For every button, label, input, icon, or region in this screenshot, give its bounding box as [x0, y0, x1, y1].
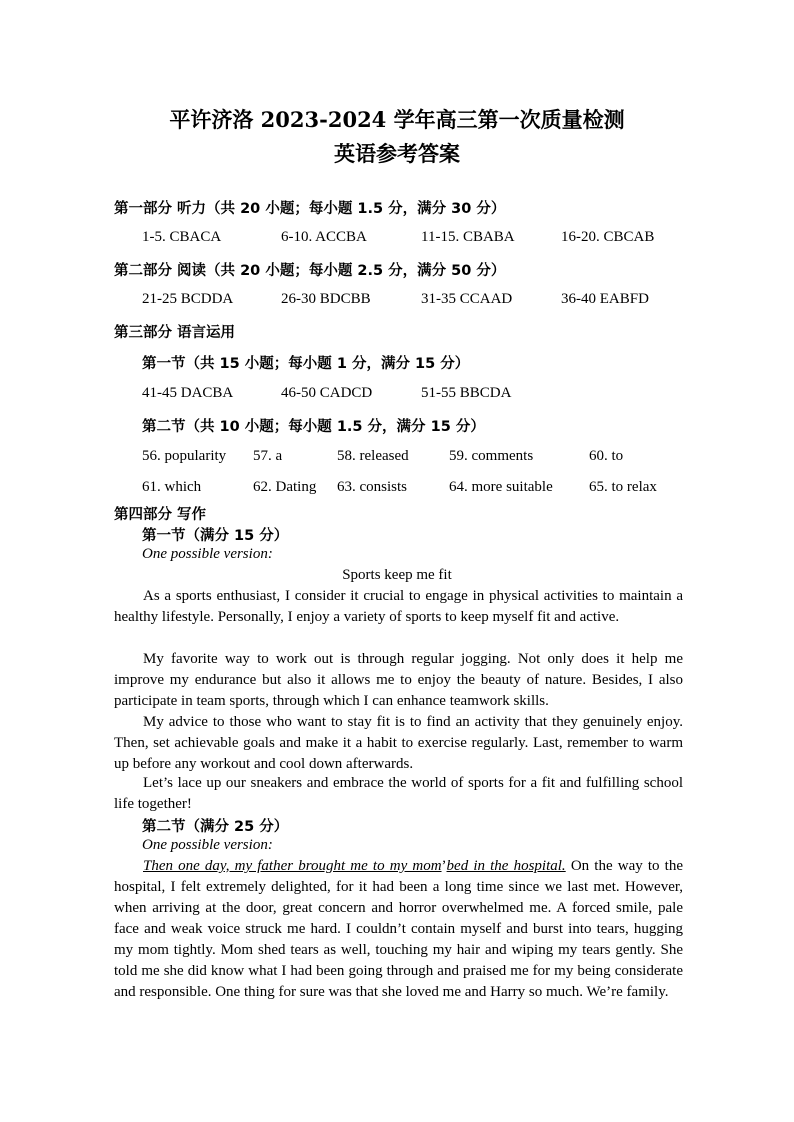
part4-section2-heading: 第二节（满分 25 分）	[142, 819, 289, 835]
answer-group: 16-20. CBCAB	[561, 229, 655, 245]
answer-group: 21-25 BCDDA	[142, 291, 234, 307]
page-subtitle: 英语参考答案	[334, 141, 460, 166]
essay-paragraph: As a sports enthusiast, I consider it crucial to engage in physical activities to maintain a healthy lifestyle. Personally, I enjoy a variety of sports to keep myself fit and active.	[114, 588, 683, 625]
essay-paragraph: My advice to those who want to stay fit is to find an activity that they genuinely enjoy. Then, set achievable goals and make it a habit to exercise regularly. Last, remember to warm up before any workout and cool down afterwards.	[114, 714, 683, 772]
answer-item: 59. comments	[449, 448, 534, 464]
answer-item: 58. released	[337, 448, 409, 464]
essay-paragraph: Let’s lace up our sneakers and embrace the world of sports for a fit and fulfilling school life together!	[114, 775, 683, 812]
essay-title: Sports keep me fit	[342, 567, 452, 583]
part3-section1-answers	[0, 385, 794, 405]
answer-item: 56. popularity	[142, 448, 227, 464]
page-title: 平许济洛 2023-2024 学年高三第一次质量检测	[169, 107, 625, 132]
answer-group: 6-10. ACCBA	[281, 229, 367, 245]
answer-group: 36-40 EABFD	[561, 291, 649, 307]
part3-section2-row2	[0, 479, 794, 499]
part2-heading: 第二部分 阅读（共 20 小题；每小题 2.5 分，满分 50 分）	[114, 263, 506, 279]
version-label: One possible version:	[142, 546, 273, 562]
answer-item: 62. Dating	[253, 479, 317, 495]
part1-answers	[0, 229, 794, 249]
answer-item: 63. consists	[337, 479, 408, 495]
answer-group: 51-55 BBCDA	[421, 385, 512, 401]
part3-section1-heading: 第一节（共 15 小题；每小题 1 分，满分 15 分）	[142, 356, 470, 372]
part3-heading: 第三部分 语言运用	[114, 325, 236, 341]
apostrophe: ’	[441, 858, 447, 874]
essay-paragraph: My favorite way to work out is through regular jogging. Not only does it help me improve my endurance but also it allows me to enjoy the beauty of nature. Besides, I also participate in team sports, through which I can enhance teamwork skills.	[114, 651, 683, 709]
version-label: One possible version:	[142, 837, 273, 853]
part4-section1-heading: 第一节（满分 15 分）	[142, 528, 289, 544]
continuation-paragraph	[114, 856, 683, 1003]
answer-item: 57. a	[253, 448, 283, 464]
answer-group: 11-15. CBABA	[421, 229, 515, 245]
part1-heading: 第一部分 听力（共 20 小题；每小题 1.5 分，满分 30 分）	[114, 201, 506, 217]
answer-item: 65. to relax	[589, 479, 657, 495]
answer-item: 60. to	[589, 448, 624, 464]
part2-answers	[0, 291, 794, 311]
continuation-body: On the way to the hospital, I felt extremely delighted, for it had been a long time since we last met. However, when arriving at the door, great concern and horror overwhelmed me. A forced smile, pale face and weak voice struck me hard. I couldn’t contain myself and burst into tears, hugging my mom tightly. Mom shed tears as well, touching my hair and wiping my tears gently. She told me she did know what I had been going through and praised me for my being considerate and responsible. One thing for sure was that she loved me and Harry so much. We’re family.	[114, 858, 683, 1000]
answer-item: 61. which	[142, 479, 202, 495]
part4-heading: 第四部分 写作	[114, 507, 207, 523]
answer-group: 26-30 BDCBB	[281, 291, 371, 307]
answer-group: 31-35 CCAAD	[421, 291, 513, 307]
part3-section2-row1	[0, 448, 794, 468]
answer-group: 1-5. CBACA	[142, 229, 222, 245]
given-opening-sentence-part2: bed in the hospital.	[446, 858, 566, 874]
answer-group: 46-50 CADCD	[281, 385, 373, 401]
given-opening-sentence-part1: Then one day, my father brought me to my mom	[143, 858, 442, 874]
part3-section2-heading: 第二节（共 10 小题；每小题 1.5 分，满分 15 分）	[142, 419, 485, 435]
answer-item: 64. more suitable	[449, 479, 553, 495]
answer-group: 41-45 DACBA	[142, 385, 234, 401]
